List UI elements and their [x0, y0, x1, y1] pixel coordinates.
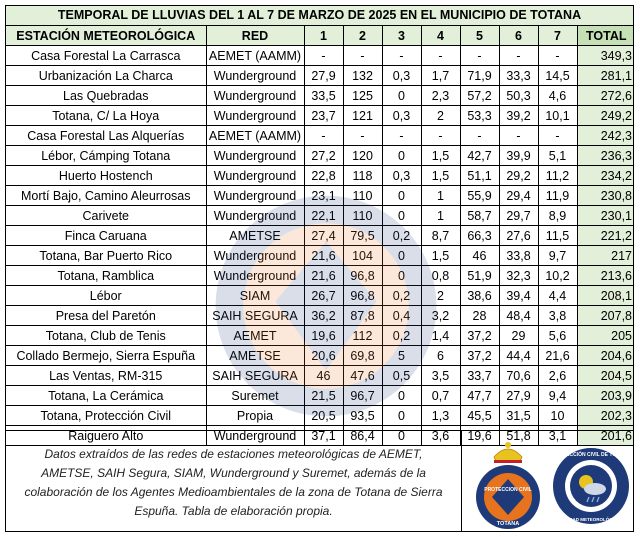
day-4-cell: 0,7 [421, 386, 460, 406]
day-3-cell: 0,4 [382, 306, 421, 326]
day-7-cell: 11,9 [538, 186, 577, 206]
day-7-cell: 3,1 [538, 426, 577, 446]
day-3-cell: 0,2 [382, 286, 421, 306]
day-4-cell: 1,5 [421, 166, 460, 186]
day-4-cell: 0,8 [421, 266, 460, 286]
day-2-cell: - [343, 46, 382, 66]
table-row [6, 386, 634, 406]
day-5-cell: 37,2 [460, 326, 499, 346]
total-cell: 205 [577, 326, 634, 346]
day-6-cell: 32,3 [499, 266, 538, 286]
footer [6, 430, 634, 532]
header-station: ESTACIÓN METEOROLÓGICA [6, 26, 206, 46]
station-name-cell: Collado Bermejo, Sierra Espuña [6, 346, 206, 366]
total-cell: 230,1 [577, 206, 634, 226]
total-cell: 204,5 [577, 366, 634, 386]
total-cell: 249,2 [577, 106, 634, 126]
network-cell: Wunderground [206, 106, 304, 126]
station-name-cell: Carivete [6, 206, 206, 226]
header-network: RED [206, 26, 304, 46]
day-6-cell: 70,6 [499, 366, 538, 386]
day-1-cell: 26,7 [304, 286, 343, 306]
day-2-cell: 93,5 [343, 406, 382, 426]
table-row [6, 86, 634, 106]
day-1-cell: 36,2 [304, 306, 343, 326]
day-4-cell: 1,5 [421, 146, 460, 166]
day-3-cell: - [382, 126, 421, 146]
day-6-cell: 39,4 [499, 286, 538, 306]
proteccion-civil-shield-icon [472, 439, 544, 531]
total-cell: 202,3 [577, 406, 634, 426]
station-name-cell: Casa Forestal Las Alquerías [6, 126, 206, 146]
day-2-cell: 112 [343, 326, 382, 346]
station-name-cell: Las Quebradas [6, 86, 206, 106]
network-cell: SAIH SEGURA [206, 306, 304, 326]
station-name-cell: Totana, Bar Puerto Rico [6, 246, 206, 266]
day-1-cell: 21,6 [304, 246, 343, 266]
table-row [6, 366, 634, 386]
total-cell: 230,8 [577, 186, 634, 206]
day-5-cell: 37,2 [460, 346, 499, 366]
network-cell: SIAM [206, 286, 304, 306]
day-6-cell: 44,4 [499, 346, 538, 366]
day-1-cell: 27,9 [304, 66, 343, 86]
meteo-unit-emblem-icon [552, 447, 630, 525]
header-day-6: 6 [499, 26, 538, 46]
day-3-cell: 0 [382, 386, 421, 406]
network-cell: Suremet [206, 386, 304, 406]
header-day-4: 4 [421, 26, 460, 46]
day-4-cell: 1,3 [421, 406, 460, 426]
day-1-cell: 22,1 [304, 206, 343, 226]
day-6-cell: - [499, 126, 538, 146]
total-cell: 207,8 [577, 306, 634, 326]
network-cell: Wunderground [206, 266, 304, 286]
day-5-cell: 28 [460, 306, 499, 326]
day-5-cell: 55,9 [460, 186, 499, 206]
day-4-cell: 1,5 [421, 246, 460, 266]
day-7-cell: 4,4 [538, 286, 577, 306]
station-name-cell: Totana, Protección Civil [6, 406, 206, 426]
day-3-cell: 0 [382, 86, 421, 106]
day-6-cell: 33,8 [499, 246, 538, 266]
day-4-cell: 3,6 [421, 426, 460, 446]
day-5-cell: 19,6 [460, 426, 499, 446]
day-6-cell: 39,9 [499, 146, 538, 166]
total-cell: 236,3 [577, 146, 634, 166]
day-6-cell: 27,9 [499, 386, 538, 406]
day-3-cell: 0 [382, 406, 421, 426]
day-5-cell: 71,9 [460, 66, 499, 86]
day-3-cell: 0,3 [382, 106, 421, 126]
total-cell: 203,9 [577, 386, 634, 406]
day-6-cell: 31,5 [499, 406, 538, 426]
day-6-cell: 29,2 [499, 166, 538, 186]
day-2-cell: 47,6 [343, 366, 382, 386]
day-6-cell: 29,7 [499, 206, 538, 226]
table-row [6, 106, 634, 126]
station-name-cell: Totana, La Cerámica [6, 386, 206, 406]
day-4-cell: 2,3 [421, 86, 460, 106]
day-2-cell: 87,8 [343, 306, 382, 326]
day-5-cell: 47,7 [460, 386, 499, 406]
station-name-cell: Totana, Club de Tenis [6, 326, 206, 346]
header-total: TOTAL [577, 26, 634, 46]
total-cell: 204,6 [577, 346, 634, 366]
table-row [6, 286, 634, 306]
total-cell: 201,6 [577, 426, 634, 446]
day-3-cell: 0,3 [382, 66, 421, 86]
rainfall-table-panel [5, 5, 634, 532]
logo-left-text: PROTECCION CIVIL [484, 487, 532, 493]
day-4-cell: - [421, 46, 460, 66]
day-4-cell: - [421, 126, 460, 146]
total-cell: 208,1 [577, 286, 634, 306]
day-4-cell: 8,7 [421, 226, 460, 246]
day-4-cell: 3,5 [421, 366, 460, 386]
header-row [6, 26, 634, 46]
network-cell: AMETSE [206, 226, 304, 246]
station-name-cell: Huerto Hostench [6, 166, 206, 186]
day-5-cell: 45,5 [460, 406, 499, 426]
day-7-cell: 4,6 [538, 86, 577, 106]
day-4-cell: 3,2 [421, 306, 460, 326]
day-3-cell: 0,3 [382, 166, 421, 186]
day-1-cell: 23,1 [304, 186, 343, 206]
day-2-cell: 121 [343, 106, 382, 126]
day-2-cell: 96,7 [343, 386, 382, 406]
network-cell: AEMET [206, 326, 304, 346]
network-cell: AEMET (AAMM) [206, 126, 304, 146]
footer-note [6, 431, 462, 532]
day-1-cell: 33,5 [304, 86, 343, 106]
day-5-cell: - [460, 126, 499, 146]
day-1-cell: 19,6 [304, 326, 343, 346]
day-3-cell: 0 [382, 266, 421, 286]
table-row [6, 306, 634, 326]
day-5-cell: 46 [460, 246, 499, 266]
total-cell: 217 [577, 246, 634, 266]
day-3-cell: 0,2 [382, 326, 421, 346]
day-2-cell: 96,8 [343, 286, 382, 306]
day-4-cell: 6 [421, 346, 460, 366]
day-2-cell: 96,8 [343, 266, 382, 286]
day-4-cell: 1 [421, 206, 460, 226]
day-5-cell: 51,1 [460, 166, 499, 186]
station-name-cell: Urbanización La Charca [6, 66, 206, 86]
total-cell: 272,6 [577, 86, 634, 106]
day-2-cell: 120 [343, 146, 382, 166]
day-3-cell: 0,5 [382, 366, 421, 386]
day-6-cell: 29 [499, 326, 538, 346]
header-day-1: 1 [304, 26, 343, 46]
day-1-cell: 23,7 [304, 106, 343, 126]
network-cell: Wunderground [206, 146, 304, 166]
day-5-cell: 51,9 [460, 266, 499, 286]
day-2-cell: 69,8 [343, 346, 382, 366]
day-5-cell: 33,7 [460, 366, 499, 386]
network-cell: Wunderground [206, 166, 304, 186]
rainfall-table [6, 26, 634, 446]
day-7-cell: 10,2 [538, 266, 577, 286]
day-1-cell: 20,6 [304, 346, 343, 366]
total-cell: 221,2 [577, 226, 634, 246]
day-2-cell: 104 [343, 246, 382, 266]
station-name-cell: Finca Caruana [6, 226, 206, 246]
day-4-cell: 2 [421, 286, 460, 306]
header-day-7: 7 [538, 26, 577, 46]
day-3-cell: 0 [382, 206, 421, 226]
footer-note-text: Datos extraídos de las redes de estaciones meteorológicas de AEMET, AMETSE, SAIH Segura, SIAM, Wunderground y Suremet, además de la colaboración de los Agentes Medioambientales de la zona de Totana de Sierra Espuña. Tabla de elaboración propia. [24, 446, 443, 518]
day-2-cell: - [343, 126, 382, 146]
header-day-2: 2 [343, 26, 382, 46]
day-2-cell: 110 [343, 206, 382, 226]
total-cell: 349,3 [577, 46, 634, 66]
day-3-cell: 5 [382, 346, 421, 366]
day-6-cell: - [499, 46, 538, 66]
logo-right-text: PROTECCIÓN CIVIL DE TOTANA [552, 452, 630, 458]
day-7-cell: 5,6 [538, 326, 577, 346]
day-3-cell: 0 [382, 146, 421, 166]
day-3-cell: - [382, 46, 421, 66]
day-7-cell: 14,5 [538, 66, 577, 86]
day-4-cell: 1 [421, 186, 460, 206]
day-5-cell: 38,6 [460, 286, 499, 306]
day-2-cell: 79,5 [343, 226, 382, 246]
day-7-cell: 10,1 [538, 106, 577, 126]
day-7-cell: 11,2 [538, 166, 577, 186]
network-cell: SAIH SEGURA [206, 366, 304, 386]
day-1-cell: 27,4 [304, 226, 343, 246]
day-7-cell: 21,6 [538, 346, 577, 366]
station-name-cell: Totana, Ramblica [6, 266, 206, 286]
day-4-cell: 2 [421, 106, 460, 126]
day-3-cell: 0,2 [382, 226, 421, 246]
table-row [6, 46, 634, 66]
day-5-cell: 66,3 [460, 226, 499, 246]
day-5-cell: 53,3 [460, 106, 499, 126]
network-cell: Wunderground [206, 66, 304, 86]
day-6-cell: 50,3 [499, 86, 538, 106]
day-7-cell: 2,6 [538, 366, 577, 386]
table-row [6, 186, 634, 206]
table-row [6, 326, 634, 346]
day-7-cell: - [538, 46, 577, 66]
day-1-cell: 21,5 [304, 386, 343, 406]
day-1-cell: 21,6 [304, 266, 343, 286]
day-1-cell: - [304, 46, 343, 66]
day-4-cell: 1,7 [421, 66, 460, 86]
day-6-cell: 51,8 [499, 426, 538, 446]
station-name-cell: Casa Forestal La Carrasca [6, 46, 206, 66]
day-1-cell: 37,1 [304, 426, 343, 446]
day-6-cell: 33,3 [499, 66, 538, 86]
day-7-cell: 9,4 [538, 386, 577, 406]
day-2-cell: 86,4 [343, 426, 382, 446]
day-6-cell: 29,4 [499, 186, 538, 206]
table-row [6, 226, 634, 246]
total-cell: 213,6 [577, 266, 634, 286]
table-row [6, 126, 634, 146]
day-5-cell: 57,2 [460, 86, 499, 106]
day-4-cell: 1,4 [421, 326, 460, 346]
day-7-cell: 8,9 [538, 206, 577, 226]
header-day-5: 5 [460, 26, 499, 46]
table-title: TEMPORAL DE LLUVIAS DEL 1 AL 7 DE MARZO DE 2025 EN EL MUNICIPIO DE TOTANA [6, 6, 633, 26]
table-row [6, 66, 634, 86]
total-cell: 281,1 [577, 66, 634, 86]
day-2-cell: 118 [343, 166, 382, 186]
day-6-cell: 27,6 [499, 226, 538, 246]
network-cell: Wunderground [206, 246, 304, 266]
station-name-cell: Lébor [6, 286, 206, 306]
day-7-cell: 3,8 [538, 306, 577, 326]
table-row [6, 406, 634, 426]
station-name-cell: Presa del Paretón [6, 306, 206, 326]
day-5-cell: 58,7 [460, 206, 499, 226]
logo-right-subtext: UNIDAD METEOROLÓGICA [561, 517, 621, 522]
day-2-cell: 110 [343, 186, 382, 206]
day-2-cell: 132 [343, 66, 382, 86]
day-3-cell: 0 [382, 426, 421, 446]
day-7-cell: 11,5 [538, 226, 577, 246]
day-3-cell: 0 [382, 246, 421, 266]
network-cell: Wunderground [206, 206, 304, 226]
table-row [6, 246, 634, 266]
network-cell: Wunderground [206, 186, 304, 206]
day-5-cell: 42,7 [460, 146, 499, 166]
total-cell: 234,2 [577, 166, 634, 186]
station-name-cell: Raiguero Alto [6, 426, 206, 446]
logo-left-subtext: TOTANA [496, 521, 520, 527]
table-row [6, 146, 634, 166]
network-cell: Propia [206, 406, 304, 426]
day-7-cell: 9,7 [538, 246, 577, 266]
table-row [6, 266, 634, 286]
day-1-cell: - [304, 126, 343, 146]
network-cell: AEMET (AAMM) [206, 46, 304, 66]
day-7-cell: 10 [538, 406, 577, 426]
day-2-cell: 125 [343, 86, 382, 106]
table-row [6, 206, 634, 226]
day-6-cell: 48,4 [499, 306, 538, 326]
day-7-cell: 5,1 [538, 146, 577, 166]
day-1-cell: 20,5 [304, 406, 343, 426]
day-3-cell: 0 [382, 186, 421, 206]
station-name-cell: Las Ventas, RM-315 [6, 366, 206, 386]
table-row [6, 346, 634, 366]
network-cell: Wunderground [206, 86, 304, 106]
day-7-cell: - [538, 126, 577, 146]
table-row [6, 166, 634, 186]
day-6-cell: 39,2 [499, 106, 538, 126]
header-day-3: 3 [382, 26, 421, 46]
day-5-cell: - [460, 46, 499, 66]
network-cell: AMETSE [206, 346, 304, 366]
station-name-cell: Lébor, Cámping Totana [6, 146, 206, 166]
station-name-cell: Mortí Bajo, Camino Aleurrosas [6, 186, 206, 206]
total-cell: 242,3 [577, 126, 634, 146]
network-cell: Wunderground [206, 426, 304, 446]
station-name-cell: Totana, C/ La Hoya [6, 106, 206, 126]
day-1-cell: 46 [304, 366, 343, 386]
day-1-cell: 27,2 [304, 146, 343, 166]
day-1-cell: 22,8 [304, 166, 343, 186]
